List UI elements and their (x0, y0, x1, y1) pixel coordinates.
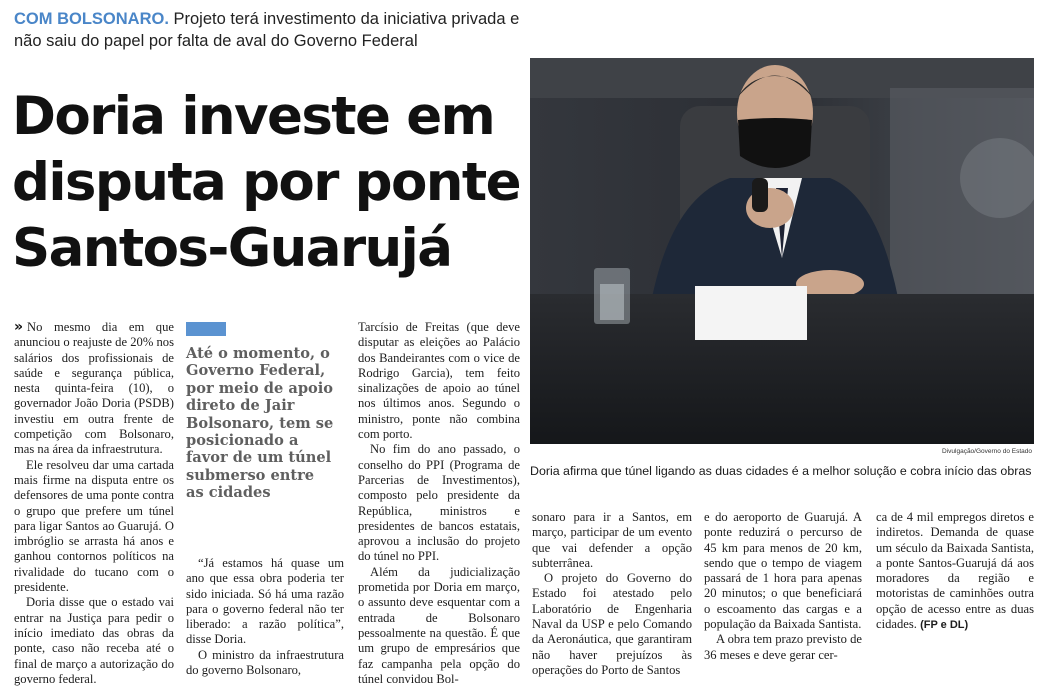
paragraph-text: No mesmo dia em que anunciou o reajuste de 20% nos salários dos profissionais de saúde e segurança pública, nesta quinta-feira (10), o governador João Doria (PSDB) investiu em outra frente de competição com Bolsonaro, mas na área da infraestrutura. (14, 320, 174, 457)
article-paragraph: Além da judicialização prometida por Doria em março, o assunto deve esquentar com a entrada de Bolsonaro pessoalmente na questão. É que um grupo de empresários que faz campanha pela opção do túnel convidou Bol- (358, 564, 520, 686)
article-paragraph: Doria disse que o estado vai entrar na Justiça para pedir o início imediato das obras da ponte, caso não receba até o final de março a autorização do governo federal. (14, 595, 174, 686)
kicker-tag: COM BOLSONARO. (14, 10, 169, 28)
article-paragraph (14, 320, 174, 458)
article-paragraph: Tarcísio de Freitas (que deve disputar as eleições ao Palácio dos Bandeirantes com o vice de Rodrigo Garcia), tem feito sinalizações de apoio ao túnel nos últimos anos. Segundo o ministro, ponte não combina com porto. (358, 320, 520, 442)
photo-credit: Divulgação/Governo do Estado (942, 448, 1032, 455)
article-column-4 (532, 510, 692, 678)
paragraph-text: ca de 4 mil empregos diretos e indiretos. Demanda de quase um século da Baixada Santista, a ponte Santos-Guarujá dá aos moradores da região e motoristas de caminhões outra opção de acesso entre as duas cidades. (876, 510, 1034, 632)
chevron-right-icon: » (14, 319, 24, 335)
article-column-1 (14, 320, 174, 687)
kicker (14, 8, 524, 52)
article-column-6 (876, 510, 1034, 633)
article-paragraph (876, 510, 1034, 633)
article-column-3 (358, 320, 520, 687)
headline: Doria investe em disputa por ponte Santos-Guarujá (12, 86, 520, 279)
photo-illustration (530, 58, 1034, 444)
article-column-5 (704, 510, 862, 663)
article-paragraph: Ele resolveu dar uma cartada mais firme na disputa entre os defensores de uma ponte contra o grupo que prefere um túnel para ligar Santos ao Guarujá. O imbróglio se arrasta há anos e ganhou contornos políticos na rivalidade do tucano com o presidente. (14, 457, 174, 595)
pullquote: Até o momento, o Governo Federal, por meio de apoio direto de Jair Bolsonaro, tem se posicionado a favor de um túnel submerso entre as cidades (186, 345, 334, 502)
photo-caption: Doria afirma que túnel ligando as duas cidades é a melhor solução e cobra início das obras (530, 464, 1032, 478)
article-column-2 (186, 556, 344, 678)
article-paragraph: sonaro para ir a Santos, em março, participar de um evento que vai defender a opção subterrânea. (532, 510, 692, 570)
article-paragraph: O ministro da infraestrutura do governo Bolsonaro, (186, 647, 344, 678)
article-paragraph: No fim do ano passado, o conselho do PPI (Programa de Parcerias de Investimentos), composto pelo presidente da República, ministros e presidentes de bancos estatais, aprovou a inclusão do projeto do túnel no PPI. (358, 442, 520, 564)
kicker-text: Projeto terá investimento da iniciativa privada e não saiu do papel por falta de aval do Governo Federal (14, 10, 520, 50)
article-paragraph: O projeto do Governo do Estado foi atestado pelo Laboratório de Engenharia Naval da USP e pelo Comando da Aeronáutica, que garantiram não haver prejuízos às operações do Porto de Santos (532, 571, 692, 677)
author-signature: (FP e DL) (920, 619, 969, 632)
pullquote-accent (186, 322, 226, 336)
article-paragraph: A obra tem prazo previsto de 36 meses e deve gerar cer- (704, 632, 862, 662)
article-paragraph: e do aeroporto de Guarujá. A ponte reduzirá o percurso de 45 km para menos de 20 km, sendo que o tempo de viagem passará de 1 hora para apenas 20 minutos; o que beneficiará o escoamento das cargas e a população da Baixada Santista. (704, 510, 862, 632)
article-photo (530, 58, 1034, 444)
article-paragraph: “Já estamos há quase um ano que essa obra poderia ter sido iniciada. Só há uma razão para o governo federal não ter liberado: a razão política”, disse Doria. (186, 556, 344, 647)
